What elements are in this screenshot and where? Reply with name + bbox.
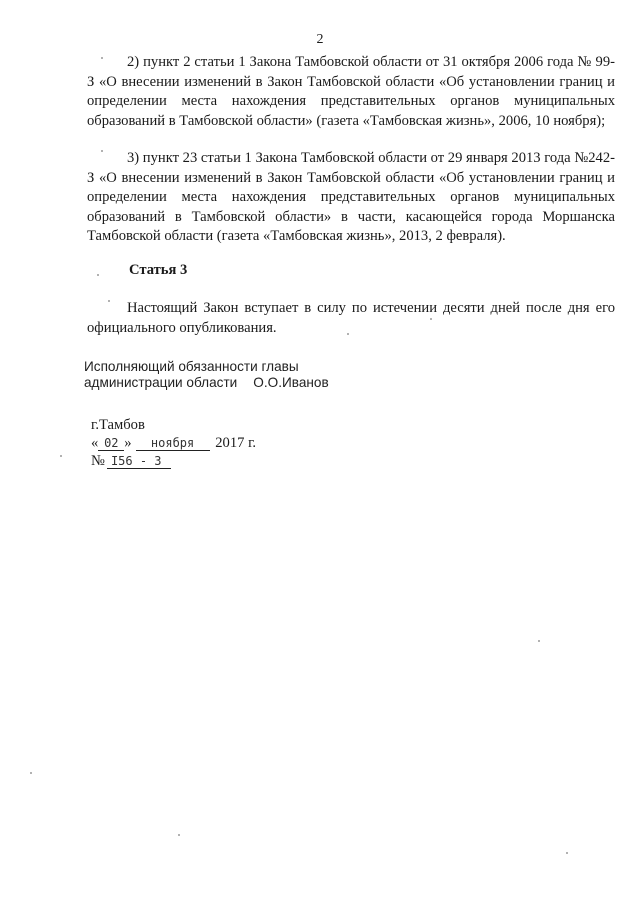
- scan-speck: [60, 455, 62, 457]
- article-3-heading: Статья 3: [129, 262, 188, 278]
- scan-speck: [538, 640, 540, 642]
- scan-speck: [430, 318, 432, 320]
- registration-number-line: [91, 453, 171, 470]
- scan-speck: [101, 57, 103, 59]
- signature-title-line1: Исполняющий обязанности главы: [84, 359, 299, 374]
- article-3-text: Настоящий Закон вступает в силу по истечении десяти дней после дня его официального опубликования.: [87, 300, 615, 336]
- signatory-name: О.О.Иванов: [253, 375, 329, 390]
- registration-number: I56 - З: [107, 454, 171, 469]
- date-year: 2017 г.: [215, 435, 257, 451]
- list-item-2: 2) пункт 2 статьи 1 Закона Тамбовской области от 31 октября 2006 года № 99-З «О внесении изменений в Закон Тамбовской области «Об установлении границ и определении места нахождения представительных органов муниципальных образований в Тамбовской области» (газета «Тамбовская жизнь», 2006, 10 ноября);: [87, 54, 615, 129]
- scan-speck: [108, 300, 110, 302]
- scan-speck: [566, 852, 568, 854]
- scan-speck: [101, 150, 103, 152]
- scan-speck: [178, 834, 180, 836]
- date-day: 02: [98, 436, 124, 451]
- signature-block: [84, 359, 329, 391]
- date-line: [91, 435, 256, 452]
- city-label: г.Тамбов: [91, 417, 145, 433]
- scan-speck: [347, 333, 349, 335]
- list-item-3: 3) пункт 23 статьи 1 Закона Тамбовской области от 29 января 2013 года №242-З «О внесении изменений в Закон Тамбовской области «Об установлении границ и определении места нахождения представительных органов муниципальных образований в Тамбовской области» в части, касающейся города Моршанска Тамбовской области (газета «Тамбовская жизнь», 2013, 2 февраля).: [87, 150, 615, 244]
- page-number: 2: [316, 32, 324, 47]
- date-open-quote: «: [91, 435, 99, 451]
- scan-speck: [30, 772, 32, 774]
- signature-title-text: администрации области: [84, 375, 238, 390]
- date-month: ноября: [136, 436, 210, 451]
- number-sign: №: [91, 453, 105, 469]
- signature-title-line2: [84, 375, 329, 391]
- scan-speck: [97, 274, 99, 276]
- date-close-quote: »: [124, 435, 132, 451]
